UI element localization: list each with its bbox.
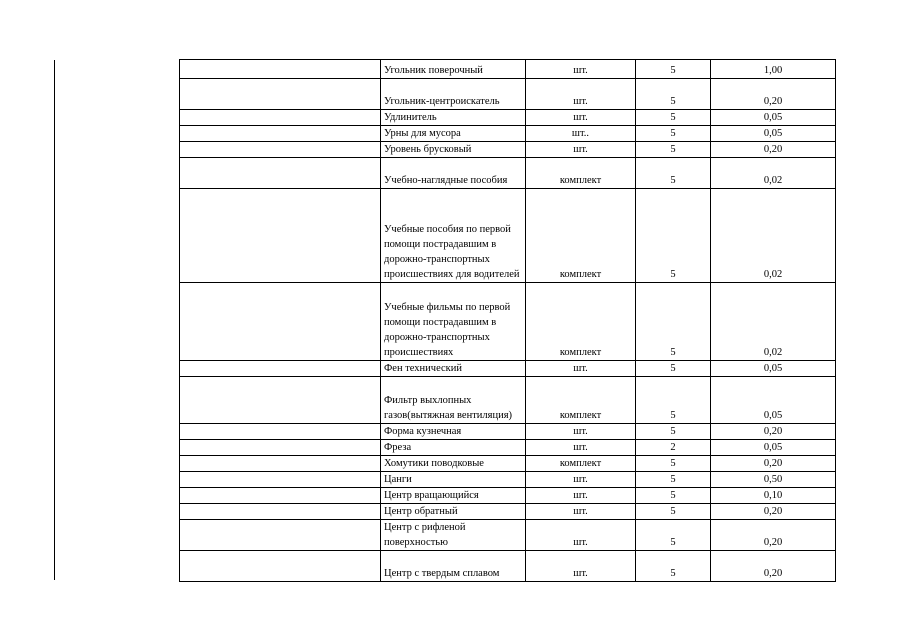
item-quantity: 5 [636,110,711,126]
item-quantity: 5 [636,361,711,377]
item-unit: шт. [526,142,636,158]
item-name: Форма кузнечная [381,424,526,440]
item-coefficient: 0,05 [711,361,836,377]
item-quantity: 5 [636,158,711,189]
empty-cell [180,488,381,504]
item-unit: шт. [526,424,636,440]
item-quantity: 5 [636,424,711,440]
item-unit: шт. [526,60,636,79]
item-name: Центр с твердым сплавом [381,551,526,582]
table-row [180,158,836,189]
empty-cell [180,424,381,440]
item-coefficient: 0,20 [711,551,836,582]
table-row [180,283,836,361]
table-row [180,456,836,472]
item-coefficient: 0,02 [711,158,836,189]
item-coefficient: 0,05 [711,377,836,424]
empty-cell [180,504,381,520]
item-coefficient: 0,50 [711,472,836,488]
table-row [180,520,836,551]
item-quantity: 5 [636,142,711,158]
empty-cell [180,158,381,189]
empty-cell [180,142,381,158]
item-unit: шт. [526,440,636,456]
item-coefficient: 0,20 [711,520,836,551]
item-name: Учебные фильмы по первой помощи пострадавшим в дорожно-транспортных происшествиях [381,283,526,361]
item-unit: комплект [526,158,636,189]
table-row [180,440,836,456]
item-name: Угольник поверочный [381,60,526,79]
empty-cell [180,60,381,79]
item-unit: комплект [526,283,636,361]
empty-cell [180,361,381,377]
item-coefficient: 0,20 [711,142,836,158]
empty-cell [180,126,381,142]
table-row [180,551,836,582]
item-name: Удлинитель [381,110,526,126]
item-name: Цанги [381,472,526,488]
table-row [180,110,836,126]
item-quantity: 5 [636,189,711,283]
empty-cell [180,79,381,110]
item-name: Центр вращающийся [381,488,526,504]
item-name: Хомутики поводковые [381,456,526,472]
item-quantity: 5 [636,551,711,582]
item-quantity: 5 [636,472,711,488]
item-name: Центр с рифленой поверхностью [381,520,526,551]
table-row [180,60,836,79]
table-row [180,377,836,424]
item-coefficient: 0,20 [711,79,836,110]
table-row [180,361,836,377]
item-unit: комплект [526,189,636,283]
item-coefficient: 0,05 [711,440,836,456]
item-coefficient: 0,10 [711,488,836,504]
item-quantity: 2 [636,440,711,456]
table-row [180,424,836,440]
empty-cell [180,110,381,126]
item-coefficient: 0,05 [711,126,836,142]
item-unit: шт. [526,504,636,520]
item-quantity: 5 [636,377,711,424]
table-row [180,472,836,488]
item-unit: шт. [526,472,636,488]
item-coefficient: 0,20 [711,456,836,472]
empty-cell [180,440,381,456]
table-row [180,126,836,142]
item-unit: шт. [526,79,636,110]
table-row [180,79,836,110]
empty-cell [180,456,381,472]
item-name: Фреза [381,440,526,456]
item-quantity: 5 [636,456,711,472]
item-quantity: 5 [636,283,711,361]
item-unit: шт. [526,488,636,504]
item-name: Учебные пособия по первой помощи пострадавшим в дорожно-транспортных происшествиях для водителей [381,189,526,283]
empty-cell [180,472,381,488]
item-quantity: 5 [636,79,711,110]
empty-cell [180,551,381,582]
item-coefficient: 0,20 [711,504,836,520]
item-quantity: 5 [636,60,711,79]
equipment-table [179,59,836,582]
item-name: Угольник-центроискатель [381,79,526,110]
item-name: Фен технический [381,361,526,377]
item-unit: комплект [526,456,636,472]
item-unit: шт. [526,110,636,126]
item-coefficient: 0,05 [711,110,836,126]
item-unit: шт. [526,361,636,377]
item-name: Центр обратный [381,504,526,520]
item-quantity: 5 [636,488,711,504]
table-row [180,189,836,283]
table-row [180,142,836,158]
item-quantity: 5 [636,126,711,142]
table-row [180,504,836,520]
item-name: Фильтр выхлопных газов(вытяжная вентиляция) [381,377,526,424]
item-unit: комплект [526,377,636,424]
item-quantity: 5 [636,504,711,520]
item-name: Учебно-наглядные пособия [381,158,526,189]
item-coefficient: 0,02 [711,189,836,283]
table-row [180,488,836,504]
item-coefficient: 1,00 [711,60,836,79]
empty-cell [180,377,381,424]
item-quantity: 5 [636,520,711,551]
empty-cell [180,520,381,551]
empty-cell [180,283,381,361]
item-coefficient: 0,02 [711,283,836,361]
page-margin-line [54,60,55,580]
item-unit: шт.. [526,126,636,142]
item-name: Урны для мусора [381,126,526,142]
item-name: Уровень брусковый [381,142,526,158]
empty-cell [180,189,381,283]
item-unit: шт. [526,551,636,582]
item-coefficient: 0,20 [711,424,836,440]
item-unit: шт. [526,520,636,551]
